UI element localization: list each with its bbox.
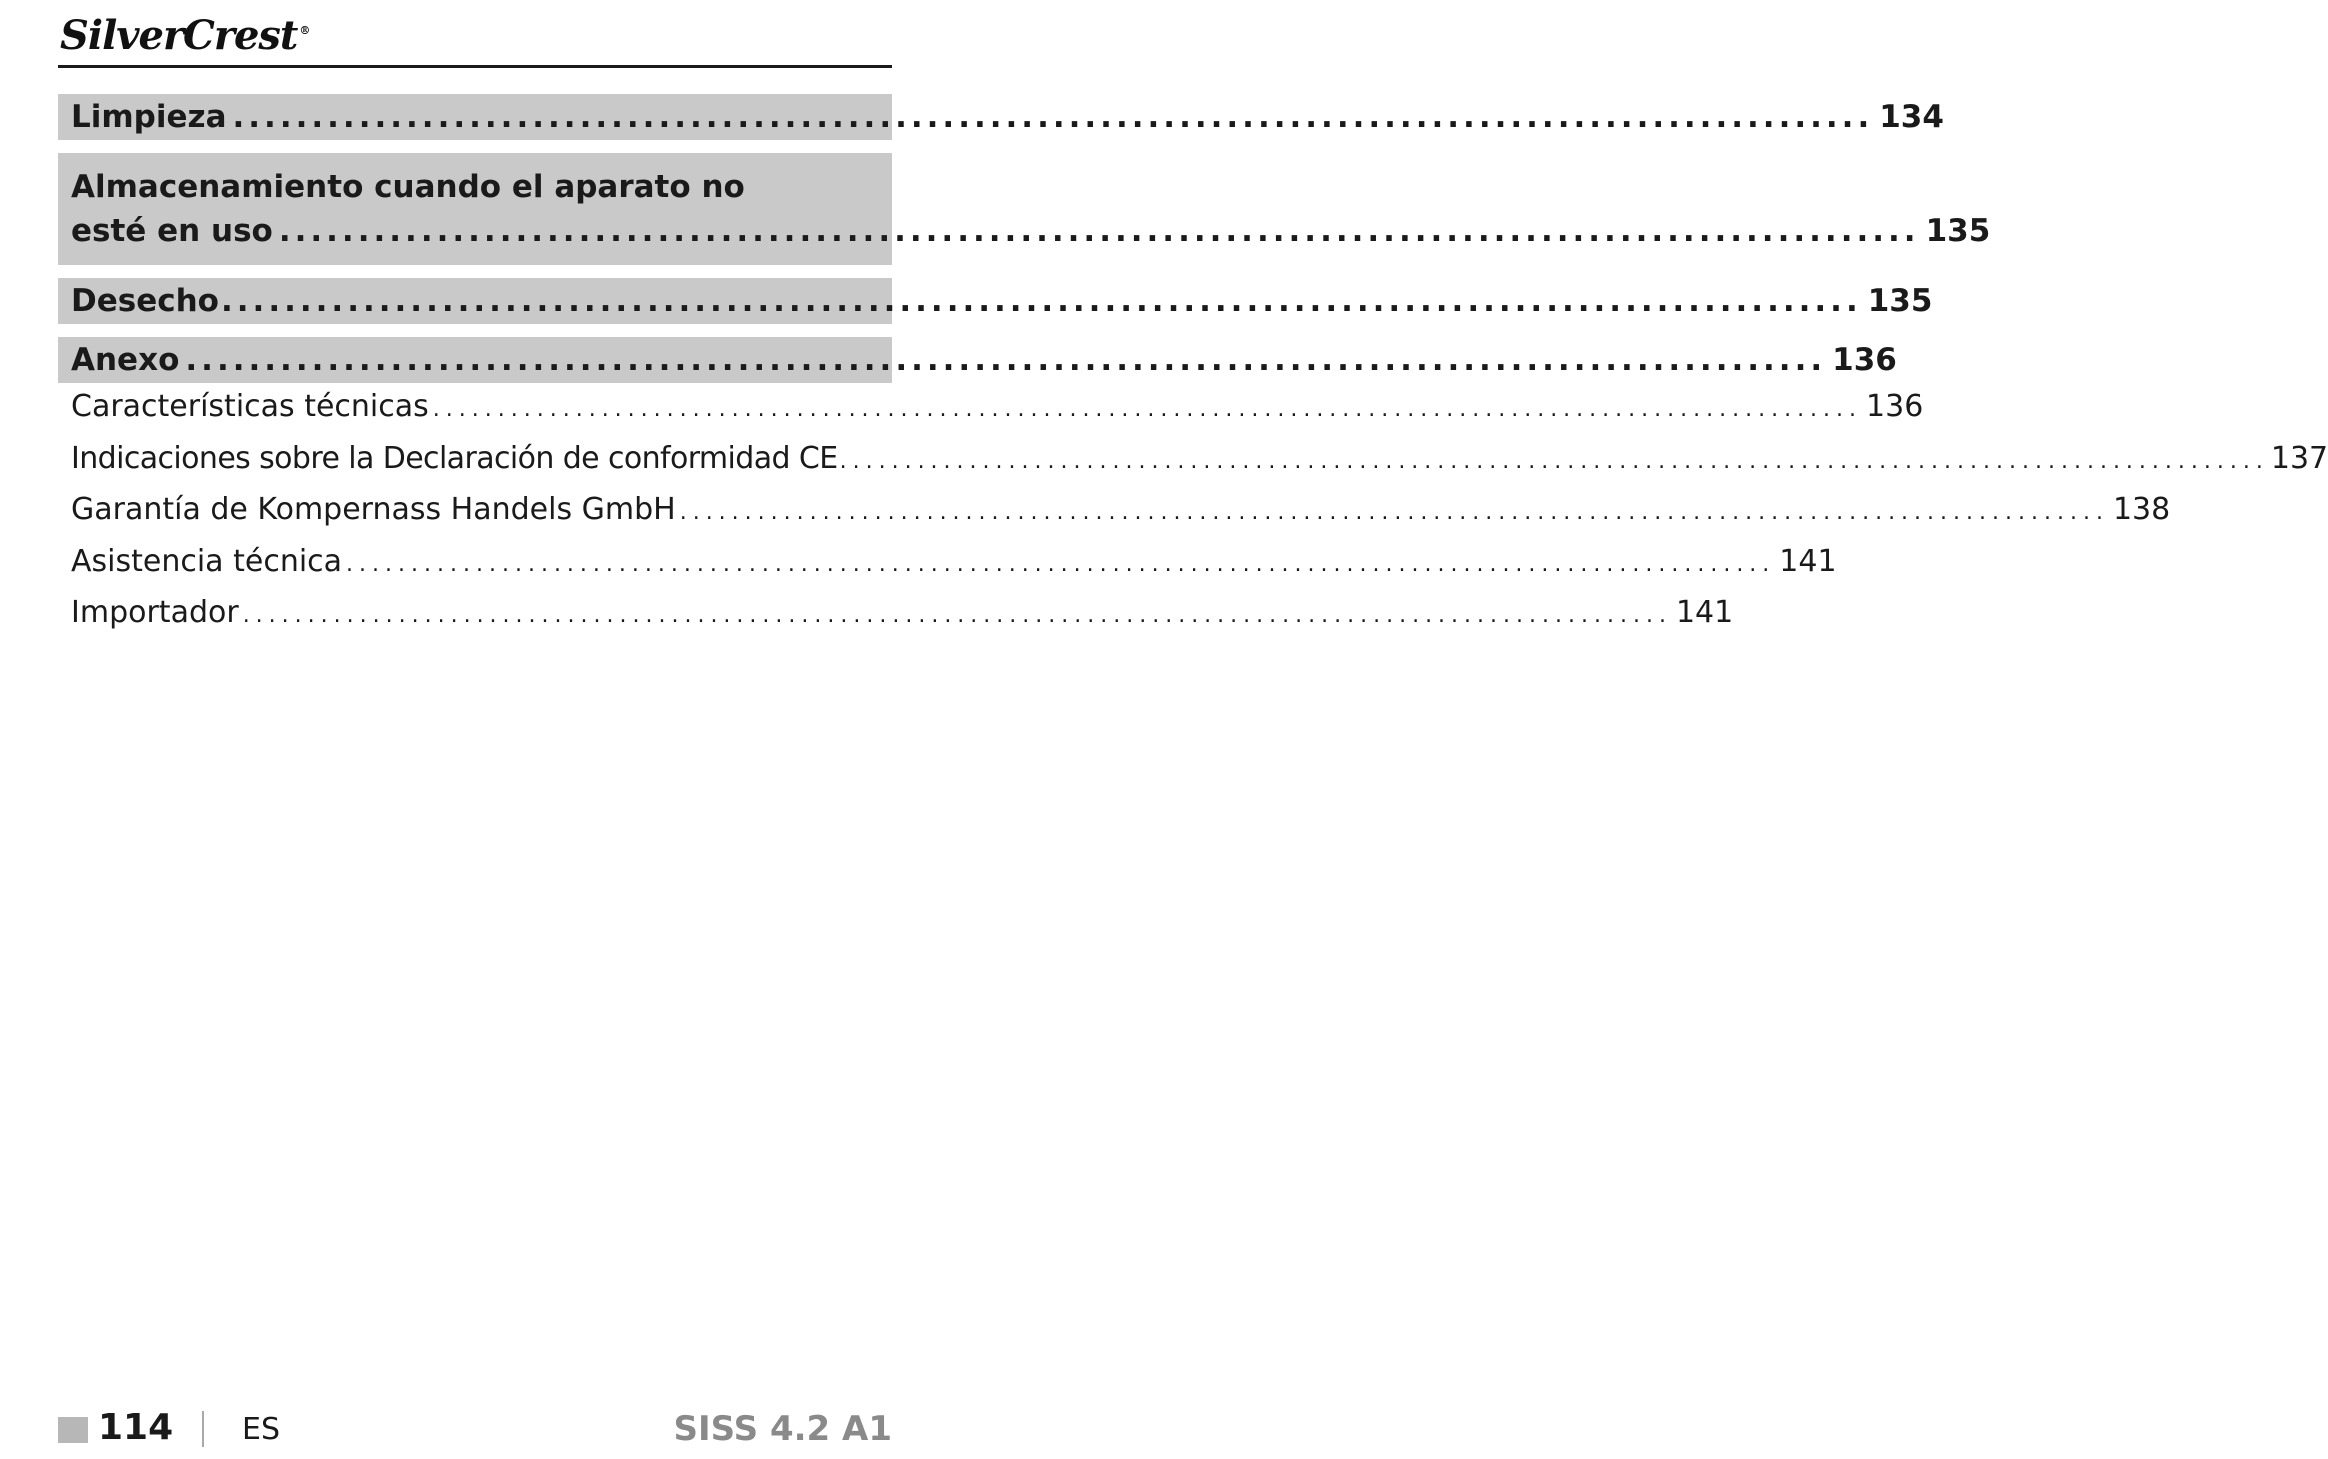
table-of-contents xyxy=(58,94,2328,641)
toc-subsection-title: Garantía de Kompernass Handels GmbH xyxy=(71,492,676,527)
dot-leader: ........................................................................................................ xyxy=(278,213,1920,249)
toc-section-title-line1: Almacenamiento cuando el aparato no xyxy=(71,169,745,205)
toc-section-title: Desecho xyxy=(71,283,219,319)
toc-page-number: 135 xyxy=(1925,213,1991,249)
toc-page-number: 141 xyxy=(1675,595,1734,630)
toc-subsections xyxy=(58,383,2328,641)
dot-leader: .............................................................................................................. xyxy=(432,397,1863,422)
toc-subsection-item[interactable] xyxy=(71,538,1837,590)
toc-page-number: 136 xyxy=(1832,342,1897,378)
dot-leader: ........................................................................................................ xyxy=(220,283,1862,319)
toc-page-number: 135 xyxy=(1867,283,1933,319)
dot-leader: .............................................................................................................. xyxy=(839,448,2269,474)
toc-section-desecho[interactable] xyxy=(58,278,1933,324)
toc-page-number: 137 xyxy=(2270,440,2328,476)
dot-leader: ........................................................................................................ xyxy=(232,99,1874,135)
toc-subsection-title: Importador xyxy=(71,595,239,630)
toc-subsection-item[interactable] xyxy=(71,589,1734,641)
brand-name: SilverCrest xyxy=(60,12,298,59)
toc-subsection-title: Características técnicas xyxy=(71,389,429,424)
footer-language: ES xyxy=(242,1412,280,1447)
registered-mark: ® xyxy=(299,24,310,37)
dot-leader: .............................................................................................................. xyxy=(679,500,2109,525)
toc-page-number: 134 xyxy=(1879,99,1944,135)
toc-section-title: Limpieza xyxy=(71,99,227,135)
dot-leader: .............................................................................................................. xyxy=(242,603,1672,628)
footer-model: SISS 4.2 A1 xyxy=(673,1409,892,1449)
footer-page-number: 114 xyxy=(98,1407,174,1448)
page-footer xyxy=(58,1405,892,1453)
toc-section-title-line2: esté en uso xyxy=(71,213,273,249)
toc-page-number: 138 xyxy=(2112,492,2171,527)
toc-subsection-item[interactable] xyxy=(71,435,2328,487)
toc-subsection-item[interactable] xyxy=(71,486,2171,538)
toc-section-limpieza[interactable] xyxy=(58,94,1944,140)
brand-logo xyxy=(60,12,309,59)
toc-section-anexo[interactable] xyxy=(58,337,1897,383)
toc-subsection-item[interactable] xyxy=(71,383,1924,435)
toc-section-almacenamiento[interactable] xyxy=(58,153,1991,265)
footer-square-marker xyxy=(58,1417,88,1443)
toc-page-number: 136 xyxy=(1866,389,1924,424)
toc-section-title: Anexo xyxy=(71,342,180,378)
dot-leader: ........................................................................................................ xyxy=(185,342,1827,378)
footer-divider xyxy=(202,1411,204,1447)
toc-subsection-title: Asistencia técnica xyxy=(71,543,343,579)
toc-page-number: 141 xyxy=(1779,543,1837,579)
header-rule xyxy=(58,65,892,68)
dot-leader: .............................................................................................................. xyxy=(346,551,1776,577)
toc-subsection-title: Indicaciones sobre la Declaración de conformidad CE xyxy=(71,440,838,476)
